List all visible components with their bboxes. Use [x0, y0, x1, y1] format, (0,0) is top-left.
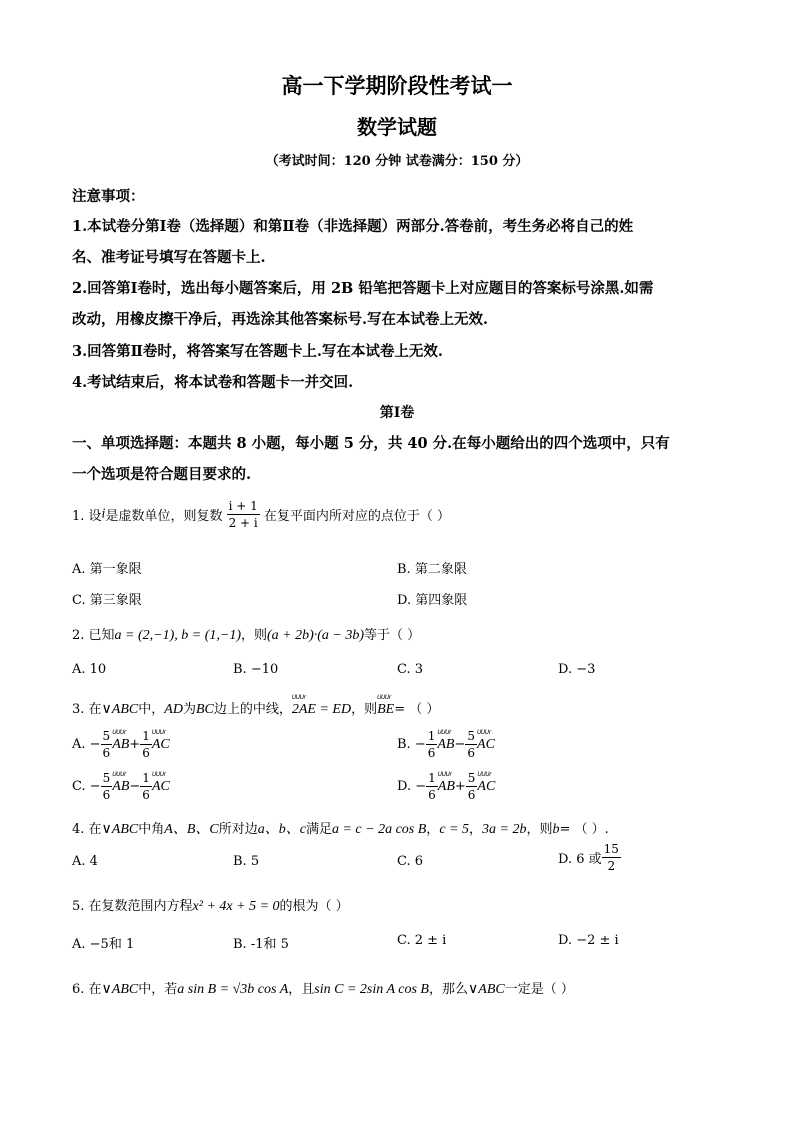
q4-option-d: D. 6 或 $\frac{15}{2}$ [558, 842, 619, 873]
q2-option-d: D. −3 [558, 662, 596, 677]
q1-option-c: C. 第三象限 [72, 593, 142, 608]
q3-option-d: D. − $\frac{1}{6}$ UUUr AB+ $\frac{5}{6}$ UUUr AC [397, 772, 495, 801]
q5-option-b: B. -1和 5 [233, 937, 289, 952]
section-heading-line-1: 一、单项选择题：本题共 8 小题，每小题 5 分，共 40 分.在每小题给出的四个选项中，只有 [72, 435, 670, 452]
q5-equation: x² + 4x + 5 = 0 [192, 899, 280, 914]
q4-option-b: B. 5 [233, 854, 260, 869]
section-heading-line-2: 一个选项是符合题目要求的. [72, 466, 252, 483]
question-6: 6. 在∨ABC中，若a sin B = √3b cos A，且sin C = 2sin A cos B，那么∨ABC一定是（ ） [72, 982, 574, 997]
subject-title: 数学试题 [357, 115, 437, 139]
q4-option-a: A. 4 [72, 854, 98, 869]
note-2-line-1: 2.回答第Ⅰ卷时，选出每小题答案后，用 2B 铅笔把答题卡上对应题目的答案标号涂黑.如需 [72, 280, 654, 297]
question-5: 5. 在复数范围内方程x² + 4x + 5 = 0的根为（ ） [72, 899, 349, 914]
q3-option-c: C. − $\frac{5}{6}$ UUUr AB− $\frac{1}{6}$ UUUr AC [72, 772, 170, 801]
question-3: 3. 在∨ABC中，AD为BC边上的中线，UUUr 2AE = ED，则UUUr BE= （ ） [72, 698, 439, 718]
q3-vector-equation: UUUr 2AE = ED [292, 702, 351, 718]
q2-option-c: C. 3 [397, 662, 424, 677]
q2-option-a: A. 10 [72, 662, 107, 677]
question-2: 2. 已知a = (2,−1), b = (1,−1)，则(a + 2b)·(a − 3b)等于（ ） [72, 628, 421, 643]
note-1-line-2: 名、准考证号填写在答题卡上. [72, 249, 266, 266]
q4-option-c: C. 6 [397, 854, 424, 869]
question-4: 4. 在∨ABC中角A、B、C所对边a、b、c满足a = c − 2a cos B，c = 5，3a = 2b，则b= （ ）. [72, 822, 609, 837]
q2-condition: a = (2,−1), b = (1,−1) [114, 628, 241, 643]
exam-title: 高一下学期阶段性考试一 [281, 73, 513, 98]
note-4: 4.考试结束后，将本试卷和答题卡一并交回. [72, 374, 354, 391]
q1-fraction: $\frac{i + 1}{2 + i}$ [228, 499, 258, 530]
q5-option-d: D. −2 ± i [558, 933, 619, 948]
note-2-line-2: 改动，用橡皮擦干净后，再选涂其他答案标号.写在本试卷上无效. [72, 311, 489, 328]
q5-option-a: A. −5和 1 [72, 937, 135, 952]
q2-expression: (a + 2b)·(a − 3b) [267, 628, 365, 643]
question-1: 1. 设i是虚数单位，则复数 $\frac{i + 1}{2 + i}$ 在复平面内所对应的点位于（ ） [72, 499, 451, 530]
q1-option-d: D. 第四象限 [397, 593, 468, 608]
q3-vector-be: UUUr BE [377, 702, 394, 718]
q3-option-a: A. − $\frac{5}{6}$ UUUr AB+ $\frac{1}{6}$ UUUr AC [72, 730, 170, 759]
notes-heading: 注意事项： [72, 188, 145, 205]
q5-option-c: C. 2 ± i [397, 933, 447, 948]
q1-option-a: A. 第一象限 [72, 562, 142, 577]
q1-option-b: B. 第二象限 [397, 562, 467, 577]
q3-option-b: B. − $\frac{1}{6}$ UUUr AB− $\frac{5}{6}$ UUUr AC [397, 730, 495, 759]
note-1-line-1: 1.本试卷分第Ⅰ卷（选择题）和第Ⅱ卷（非选择题）两部分.答卷前，考生务必将自己的姓 [72, 218, 634, 235]
part-title: 第Ⅰ卷 [379, 405, 415, 421]
note-3: 3.回答第Ⅱ卷时，将答案写在答题卡上.写在本试卷上无效. [72, 343, 443, 360]
q2-option-b: B. −10 [233, 662, 279, 677]
exam-info: （考试时间：120 分钟 试卷满分：150 分） [265, 154, 529, 169]
